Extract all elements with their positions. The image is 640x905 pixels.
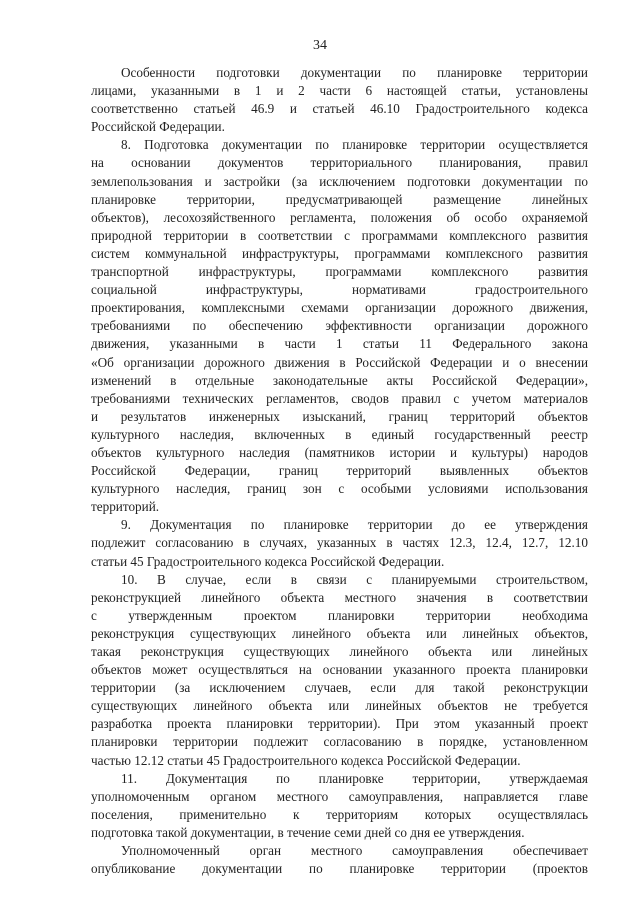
text-line: требованиями по обеспечению эффективности организации дорожного [91,318,588,334]
text-line: природной территории в соответствии с программами комплексного развития [91,227,588,243]
text-line: реконструкция существующих линейного объекта или линейных объектов, [91,625,588,641]
text-line: статьи 45 Градостроительного кодекса Российской Федерации. [91,553,445,569]
text-line: на основании документов территориального планирования, правил [91,155,588,171]
text-line: подготовка такой документации, в течение семи дней со дня ее утверждения. [91,824,525,840]
text-line: поселения, применительно к территориям которых осуществлялась [91,806,588,822]
text-line: требованиями технических регламентов, сводов правил с учетом материалов [91,390,588,406]
text-line: планировке территории, предусматривающей размещение линейных [91,191,588,207]
text-line: изменений в отдельные законодательные акты Российской Федерации», [91,372,588,388]
text-line: землепользования и застройки (за исключением подготовки документации по [91,173,588,189]
text-line: такая реконструкция существующих линейного объекта или линейных [91,644,588,659]
text-line: и результатов инженерных изысканий, границ территорий объектов [91,408,588,424]
text-line: 11. Документация по планировке территории, утверждаемая [121,770,588,786]
text-line: с утвержденным проектом планировки территории необходима [91,607,588,623]
text-line: Особенности подготовки документации по планировке территории [121,65,588,80]
text-line: объектов может осуществляться на основании указанного проекта планировки [91,662,588,678]
document-body [91,64,588,878]
text-line: территории (за исключением случаев, если для такой реконструкции [91,680,588,696]
text-line: Российской Федерации, границ территорий выявленных объектов [91,463,588,479]
text-line: культурного наследия, включенных в единый государственный реестр [91,426,588,442]
text-line: 8. Подготовка документации по планировке территории осуществляется [121,137,588,153]
text-line: 10. В случае, если в связи с планируемыми строительством, [121,571,588,587]
text-line: движения, указанными в части 1 статьи 11 Федерального закона [91,336,588,352]
text-line: социальной инфраструктуры, нормативами градостроительного [91,282,588,298]
text-line: Российской Федерации. [91,119,225,135]
text-line: существующих линейного объекта или линейных объектов не требуется [91,698,588,714]
text-line: транспортной инфраструктуры, программами комплексного развития [91,264,588,280]
text-line: объектов культурного наследия (памятников истории и культуры) народов [91,444,588,460]
text-line: частью 12.12 статьи 45 Градостроительного кодекса Российской Федерации. [91,752,521,768]
text-line: подлежит согласованию в случаях, указанных в частях 12.3, 12.4, 12.7, 12.10 [91,535,588,551]
text-line: «Об организации дорожного движения в Российской Федерации и о внесении [91,354,588,370]
text-line: лицами, указанными в 1 и 2 части 6 настоящей статьи, установлены [91,83,588,99]
text-line: планировки территории подлежит согласованию в порядке, установленном [91,734,588,750]
text-line: Уполномоченный орган местного самоуправления обеспечивает [121,843,588,859]
text-line: соответственно статьей 46.9 и статьей 46.10 Градостроительного кодекса [91,101,588,117]
text-line: 9. Документация по планировке территории до ее утверждения [121,517,588,533]
text-line: опубликование документации по планировке территории (проектов [91,861,588,877]
text-line: проектирования, комплексными схемами организации дорожного движения, [91,300,588,316]
page-number: 34 [313,38,327,53]
text-line: культурного наследия, границ зон с особыми условиями использования [91,481,588,497]
text-line: реконструкцией линейного объекта местного значения в соответствии [91,589,588,605]
text-line: уполномоченным органом местного самоуправления, направляется главе [91,788,588,804]
text-line: объектов), лесохозяйственного регламента, положения об особо охраняемой [91,209,588,225]
text-line: территорий. [91,499,160,515]
text-line: разработка проекта планировки территории). При этом указанный проект [91,716,588,732]
text-line: систем коммунальной инфраструктуры, программами комплексного развития [91,245,588,261]
